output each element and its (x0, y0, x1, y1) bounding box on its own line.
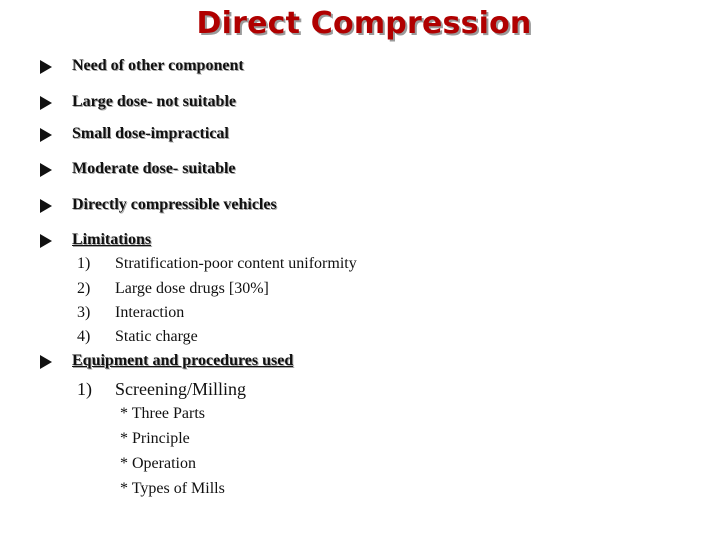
item-text: Large dose drugs [30%] (115, 280, 269, 297)
bullet-limitations (40, 231, 151, 249)
arrow-bullet-icon (40, 355, 52, 369)
bullet-label: Large dose- not suitable (72, 93, 236, 110)
bullet-equipment (40, 352, 293, 370)
item-text: Screening/Milling (115, 379, 246, 399)
arrow-bullet-icon (40, 60, 52, 74)
bullet-directly-compressible (40, 196, 277, 214)
limitation-item (77, 304, 184, 322)
arrow-bullet-icon (40, 96, 52, 110)
item-text: Stratification-poor content uniformity (115, 255, 357, 272)
equipment-part: * Operation (120, 455, 196, 472)
bullet-label: Directly compressible vehicles (72, 196, 277, 213)
item-number: 1) (77, 255, 91, 272)
equipment-item (77, 379, 246, 400)
arrow-bullet-icon (40, 163, 52, 177)
arrow-bullet-icon (40, 199, 52, 213)
item-number: 1) (77, 379, 92, 399)
bullet-label: Small dose-impractical (72, 125, 229, 142)
slide-title: Direct Compression (196, 6, 532, 41)
equipment-part: * Types of Mills (120, 480, 225, 497)
item-number: 4) (77, 328, 91, 345)
bullet-moderate-dose (40, 160, 236, 178)
bullet-label: Equipment and procedures used (72, 352, 294, 369)
bullet-need-of-other-component (40, 57, 244, 75)
bullet-small-dose (40, 125, 229, 143)
equipment-part: * Principle (120, 430, 190, 447)
bullet-large-dose (40, 93, 236, 111)
equipment-part: * Three Parts (120, 405, 206, 422)
limitation-item (77, 280, 269, 298)
item-text: Static charge (115, 328, 198, 345)
bullet-label: Need of other component (72, 57, 244, 74)
bullet-label: Moderate dose- suitable (72, 160, 236, 177)
limitation-item (77, 255, 357, 273)
limitation-item (77, 328, 198, 346)
item-text: Interaction (115, 304, 185, 321)
arrow-bullet-icon (40, 234, 52, 248)
arrow-bullet-icon (40, 128, 52, 142)
bullet-label: Limitations (72, 231, 152, 248)
item-number: 2) (77, 280, 91, 297)
item-number: 3) (77, 304, 91, 321)
